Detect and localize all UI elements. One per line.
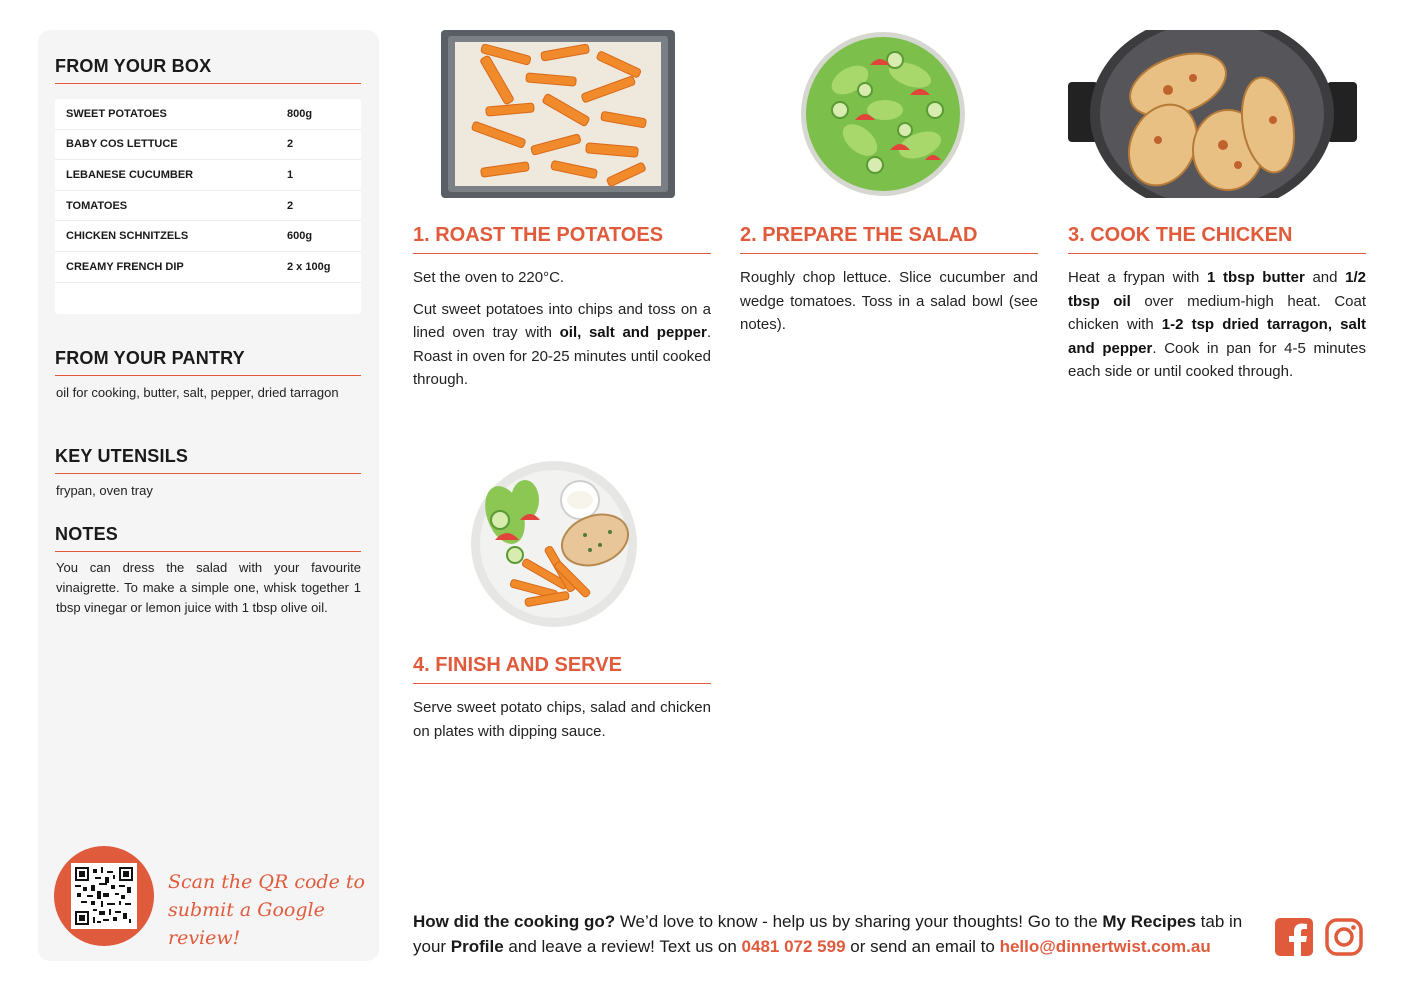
ingredient-name: BABY COS LETTUCE (66, 138, 178, 151)
footer-question: How did the cooking go? (413, 912, 616, 931)
step-1-line-2: Cut sweet potatoes into chips and toss on a lined oven tray with oil, salt and pepper. Roast in oven for 20-25 minutes until cooked through. (413, 300, 711, 388)
step-4-body (413, 696, 711, 751)
table-row (55, 221, 361, 252)
step-3-title: 3. COOK THE CHICKEN (1068, 224, 1366, 254)
qr-code-icon[interactable] (71, 863, 137, 929)
my-recipes-link[interactable]: My Recipes (1102, 912, 1196, 931)
review-footer: How did the cooking go? We’d love to know - help us by sharing your thoughts! Go to the My Recipes tab in your Profile and leave a review! Text us on 0481 072 599 or send an email to hello@dinnertwist.com.au (413, 912, 1243, 956)
profile-link[interactable]: Profile (450, 937, 504, 956)
table-row (55, 130, 361, 161)
chicken-pan-image (1068, 30, 1357, 198)
table-row (55, 99, 361, 130)
qr-caption-line1: Scan the QR code to (168, 871, 365, 893)
roasted-potatoes-image (441, 30, 675, 198)
from-your-pantry-title: FROM YOUR PANTRY (55, 348, 361, 376)
from-your-box-title: FROM YOUR BOX (55, 56, 361, 84)
ingredient-qty: 2 (287, 199, 294, 212)
ingredient-name: TOMATOES (66, 199, 128, 212)
ingredient-name: SWEET POTATOES (66, 107, 167, 120)
salad-bowl-image (800, 30, 967, 198)
step-1-line-1: Set the oven to 220°C. (413, 269, 565, 286)
ingredient-qty: 2 (287, 138, 294, 151)
step-4-line-1: Serve sweet potato chips, salad and chicken on plates with dipping sauce. (413, 699, 711, 740)
phone-link[interactable]: 0481 072 599 (741, 937, 846, 956)
step-3-body (1068, 266, 1366, 392)
table-row (55, 160, 361, 191)
notes-title: NOTES (55, 524, 361, 552)
pantry-text: oil for cooking, butter, salt, pepper, dried tarragon (56, 385, 339, 400)
step-1-title: 1. ROAST THE POTATOES (413, 224, 711, 254)
plated-meal-image (470, 460, 638, 628)
qr-caption-line2: submit a Google review! (168, 899, 325, 949)
ingredient-qty: 2 x 100g (287, 260, 331, 273)
step-2-title: 2. PREPARE THE SALAD (740, 224, 1038, 254)
instagram-icon[interactable] (1325, 918, 1363, 956)
ingredient-name: CREAMY FRENCH DIP (66, 260, 184, 273)
step-2-body (740, 266, 1038, 345)
step-2-line-1: Roughly chop lettuce. Slice cucumber and wedge tomatoes. Toss in a salad bowl (see notes). (740, 269, 1038, 333)
ingredients-table (55, 99, 361, 314)
table-row (55, 191, 361, 222)
ingredient-qty: 800g (287, 107, 313, 120)
ingredient-name: CHICKEN SCHNITZELS (66, 230, 189, 243)
utensils-text: frypan, oven tray (56, 483, 153, 498)
step-1-body (413, 266, 711, 400)
email-link[interactable]: hello@dinnertwist.com.au (999, 937, 1211, 956)
ingredient-qty: 600g (287, 230, 313, 243)
qr-caption (168, 868, 368, 952)
facebook-icon[interactable] (1275, 918, 1313, 956)
notes-text: You can dress the salad with your favourite vinaigrette. To make a simple one, whisk together 1 tbsp vinegar or lemon juice with 1 tbsp olive oil. (56, 560, 361, 615)
ingredient-qty: 1 (287, 168, 294, 181)
step-4-title: 4. FINISH AND SERVE (413, 654, 711, 684)
step-3-line-1: Heat a frypan with 1 tbsp butter and 1/2 tbsp oil over medium-high heat. Coat chicken with 1-2 tsp dried tarragon, salt and pepper. Cook in pan for 4-5 minutes each side or until cooked through. (1068, 269, 1367, 380)
ingredients-panel (38, 30, 379, 961)
table-row (55, 252, 361, 283)
key-utensils-title: KEY UTENSILS (55, 446, 361, 474)
qr-badge (54, 846, 154, 946)
ingredient-name: LEBANESE CUCUMBER (66, 168, 194, 181)
